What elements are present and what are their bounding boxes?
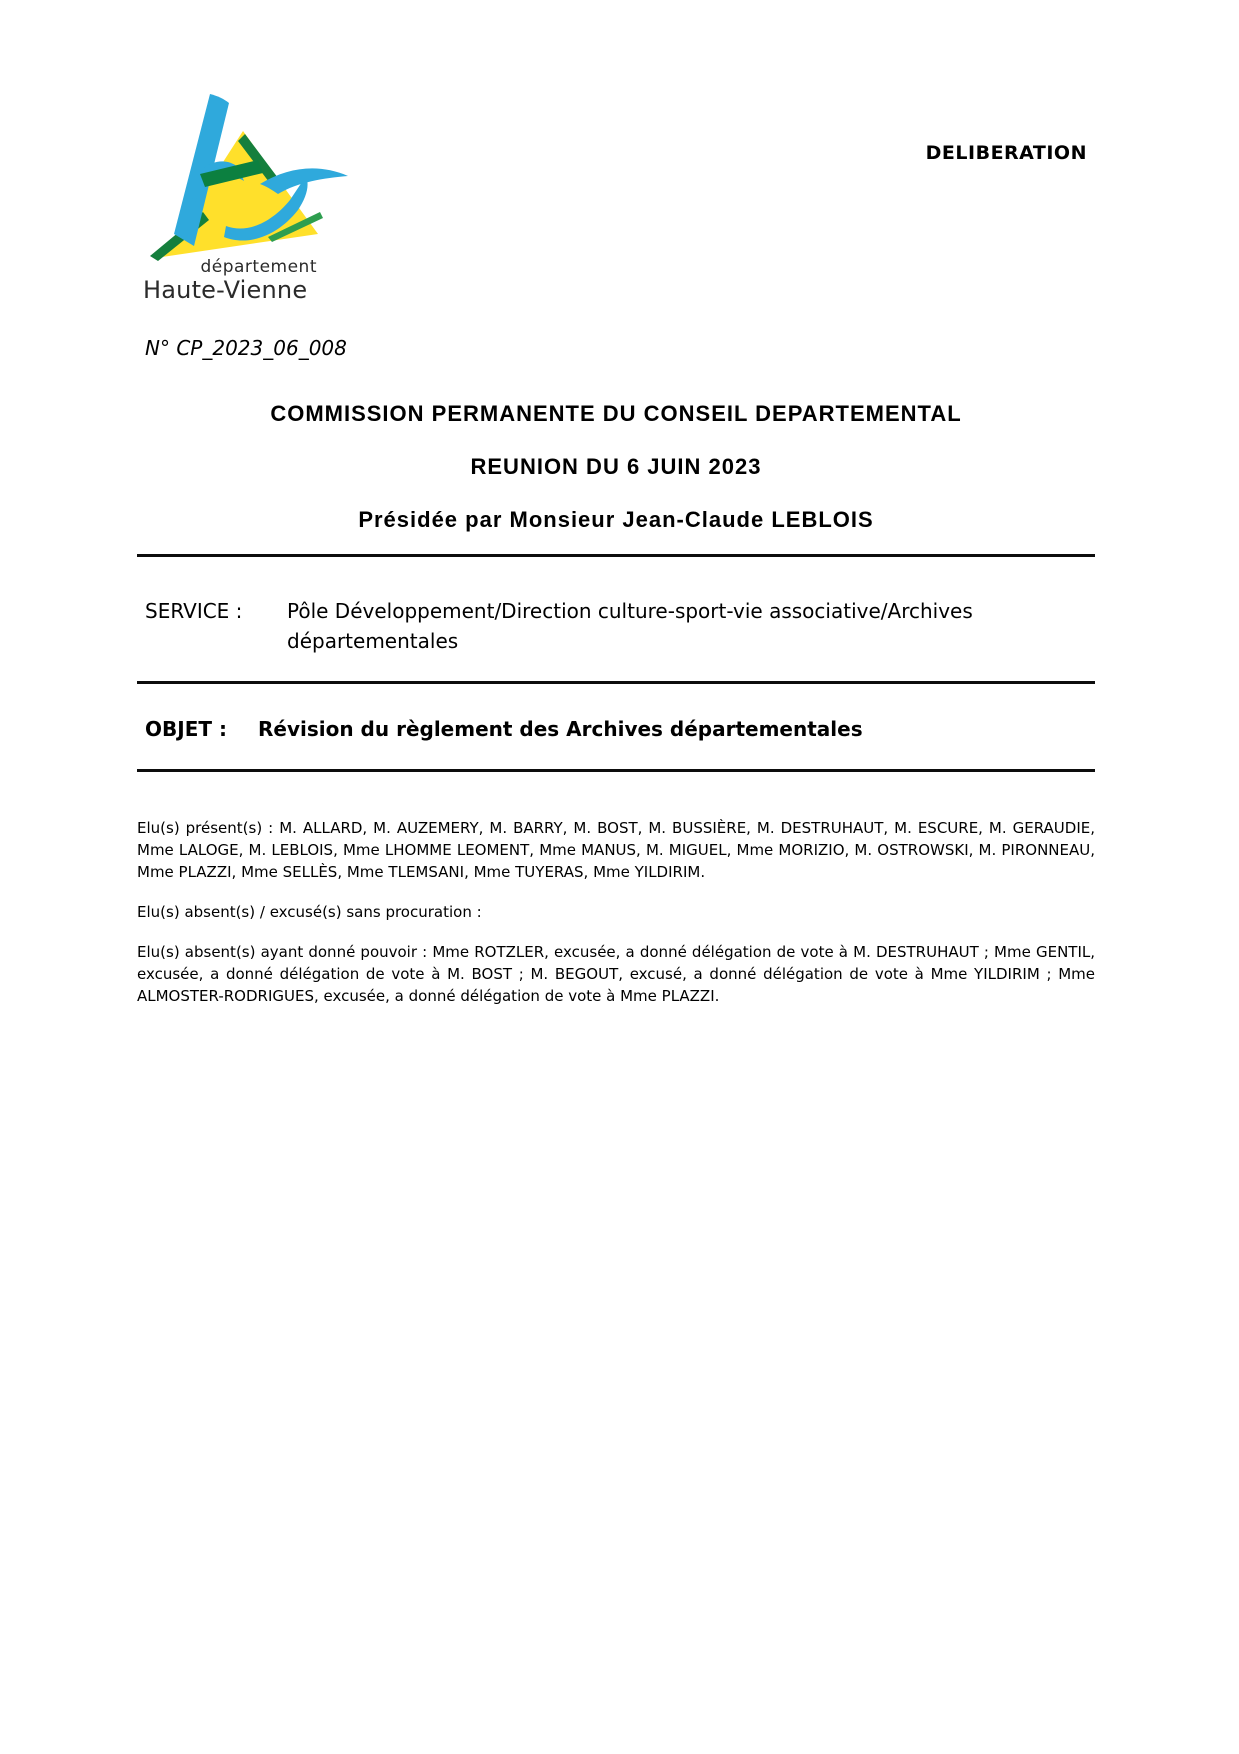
service-label: SERVICE : [145,599,243,623]
logo-department-label: département [200,257,317,277]
horizontal-rule-middle [137,681,1095,684]
horizontal-rule-top [137,554,1095,557]
absent-without-proxy-paragraph: Elu(s) absent(s) / excusé(s) sans procuration : [137,903,482,921]
meeting-date-title: REUNION DU 6 JUIN 2023 [470,454,762,479]
commission-title: COMMISSION PERMANENTE DU CONSEIL DEPARTEMENTAL [270,401,962,426]
absent-with-proxy-paragraph: Elu(s) absent(s) ayant donné pouvoir : Mme ROTZLER, excusée, a donné délégation de vote à M. DESTRUHAUT ; Mme GENTIL, excusée, a donné délégation de vote à M. BOST ; M. BEGOUT, excusé, a donné délégation de vote à Mme YILDIRIM ; Mme ALMOSTER-RODRIGUES, excusée, a donné délégation de vote à Mme PLAZZI. [137,943,1095,1005]
logo-wordmark [143,257,317,303]
document-number: N° CP_2023_06_008 [145,336,347,360]
deliberation-heading: DELIBERATION [925,142,1087,164]
service-value-line-1: Pôle Développement/Direction culture-sport-vie associative/Archives [287,599,973,623]
horizontal-rule-bottom [137,769,1095,772]
attendance-section [137,817,1095,1025]
service-row [145,596,1095,656]
objet-row [145,716,1095,742]
logo-name-label: Haute-Vienne [143,276,308,304]
service-value-line-2: départementales [287,629,459,653]
objet-label: OBJET : [145,717,227,741]
president-title: Présidée par Monsieur Jean-Claude LEBLOIS [358,507,874,532]
present-members-paragraph: Elu(s) présent(s) : M. ALLARD, M. AUZEMERY, M. BARRY, M. BOST, M. BUSSIÈRE, M. DESTRUHAUT, M. ESCURE, M. GERAUDIE, Mme LALOGE, M. LEBLOIS, Mme LHOMME LEOMENT, Mme MANUS, M. MIGUEL, Mme MORIZIO, M. OSTROWSKI, M. PIRONNEAU, Mme PLAZZI, Mme SELLÈS, Mme TLEMSANI, Mme TUYERAS, Mme YILDIRIM. [137,819,1095,881]
objet-value: Révision du règlement des Archives départementales [258,717,863,741]
service-value [287,596,1095,656]
haute-vienne-logo-icon [148,94,353,262]
haute-vienne-logo [143,94,353,304]
